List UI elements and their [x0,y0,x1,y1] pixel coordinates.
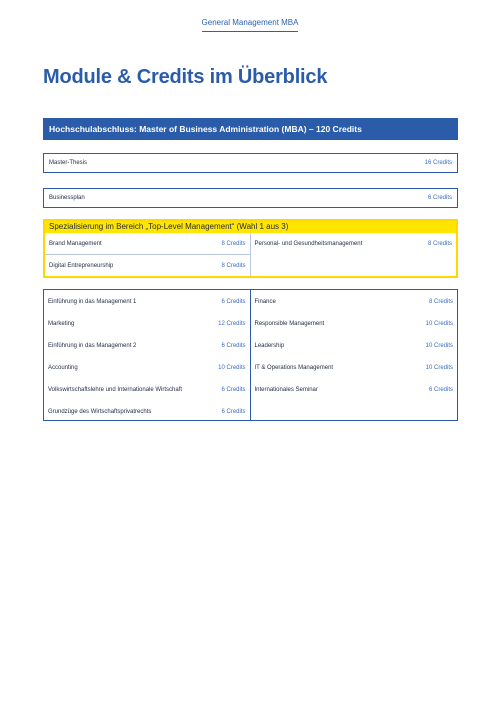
module-credits: 10 Credits [425,343,453,349]
running-header [0,18,500,32]
core-modules-column-right [251,290,458,420]
module-credits: 6 Credits [428,387,453,393]
module-row [44,401,250,423]
core-modules-column-left [44,290,251,420]
module-credits: 10 Credits [425,365,453,371]
module-label: Finance [254,299,276,305]
module-credits: 6 Credits [221,409,246,415]
module-credits: 8 Credits [428,299,453,305]
module-row [251,313,458,335]
module-row [251,379,458,401]
module-credits: 6 Credits [221,299,246,305]
specialization-column-right [251,233,457,276]
module-row [251,291,458,313]
module-row [45,233,250,255]
specialization-heading: Spezialisierung im Bereich „Top-Level Management“ (Wahl 1 aus 3) [45,221,456,233]
module-row [44,291,250,313]
module-row [44,335,250,357]
module-credits: 8 Credits [221,263,246,269]
thesis-label: Master-Thesis [49,160,88,166]
module-row [251,357,458,379]
module-row [45,255,250,277]
module-label: Personal- und Gesundheitsmanagement [254,241,363,247]
thesis-box [43,153,458,173]
module-row [44,379,250,401]
degree-banner: Hochschulabschluss: Master of Business Administration (MBA) – 120 Credits [43,118,458,140]
module-credits: 6 Credits [221,343,246,349]
module-credits: 12 Credits [218,321,246,327]
specialization-box [43,219,458,278]
module-row [44,313,250,335]
core-modules-box [43,289,458,421]
businessplan-credits: 6 Credits [427,195,452,201]
specialization-column-left [45,233,251,276]
module-credits: 6 Credits [221,387,246,393]
module-label: Volkswirtschaftslehre und Internationale Wirtschaft [48,387,183,393]
specialization-body [45,233,456,276]
module-label: Grundzüge des Wirtschaftsprivatrechts [48,409,152,415]
module-credits: 8 Credits [221,240,246,247]
module-label: Einführung in das Management 2 [48,343,137,349]
module-label: Marketing [48,321,75,327]
module-label: Leadership [254,343,285,349]
module-label: IT & Operations Management [254,365,334,371]
page-title: Module & Credits im Überblick [43,66,328,88]
module-credits: 10 Credits [425,321,453,327]
module-credits: 10 Credits [218,365,246,371]
module-label: Accounting [48,365,78,371]
module-row [44,357,250,379]
module-label: Digital Entrepreneurship [49,263,114,269]
module-row [251,233,457,255]
businessplan-box [43,188,458,208]
thesis-credits: 16 Credits [424,160,452,166]
running-header-title: General Management MBA [202,18,299,32]
module-label: Internationales Seminar [254,387,318,393]
module-label: Einführung in das Management 1 [48,299,137,305]
module-credits: 8 Credits [427,241,452,247]
module-row [251,335,458,357]
businessplan-label: Businessplan [49,195,85,201]
module-label: Responsible Management [254,321,325,327]
module-label: Brand Management [49,240,102,247]
